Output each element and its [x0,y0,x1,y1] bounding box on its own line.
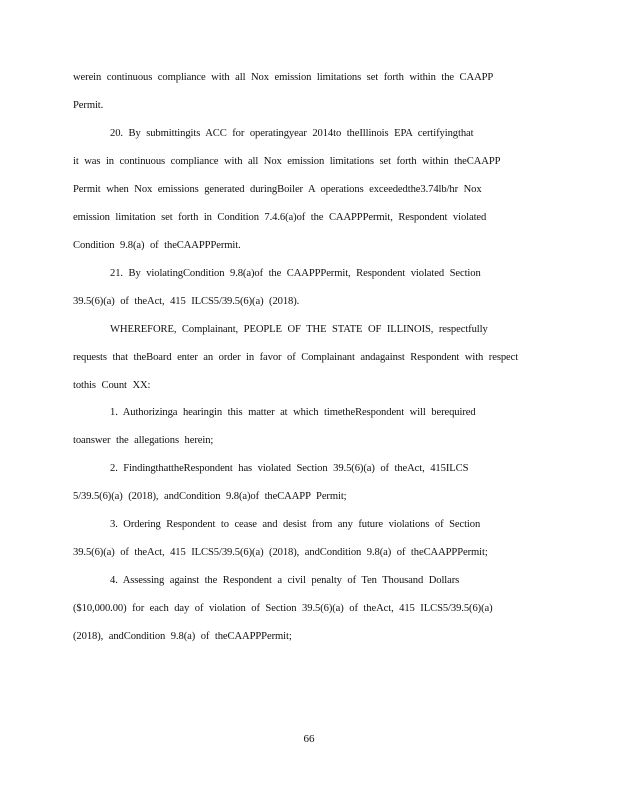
body-text-line: Permit. [73,100,104,111]
paragraph-20-line: emission limitation set forth in Condition 7.4.6(a)of the CAAPPPermit, Respondent violated [73,212,487,223]
relief-item-1-line: toanswer the allegations herein; [73,435,214,446]
relief-item-3-line: 3. Ordering Respondent to cease and desist from any future violations of Section [110,519,481,530]
relief-item-4-line: (2018), andCondition 9.8(a) of theCAAPPPermit; [73,631,292,642]
wherefore-line: tothis Count XX: [73,380,151,391]
paragraph-20-line: Permit when Nox emissions generated duringBoiler A operations exceededthe3.74lb/hr Nox [73,184,482,195]
relief-item-1-line: 1. Authorizinga hearingin this matter at which timetheRespondent will berequired [110,407,476,418]
relief-item-2-line: 2. FindingthattheRespondent has violated Section 39.5(6)(a) of theAct, 415ILCS [110,463,469,474]
paragraph-20-line: it was in continuous compliance with all Nox emission limitations set forth within theCAAPP [73,156,501,167]
page-number: 66 [303,733,315,745]
relief-item-4-line: 4. Assessing against the Respondent a civil penalty of Ten Thousand Dollars [110,575,460,586]
wherefore-line: requests that theBoard enter an order in favor of Complainant andagainst Respondent with respect [73,352,519,363]
body-text-line: werein continuous compliance with all Nox emission limitations set forth within the CAAPP [73,72,494,83]
wherefore-line: WHEREFORE, Complainant, PEOPLE OF THE STATE OF ILLINOIS, respectfully [110,324,488,335]
paragraph-21-line: 21. By violatingCondition 9.8(a)of the CAAPPPermit, Respondent violated Section [110,268,481,279]
relief-item-3-line: 39.5(6)(a) of theAct, 415 ILCS5/39.5(6)(a) (2018), andCondition 9.8(a) of theCAAPPPermit; [73,547,488,558]
paragraph-20-line: 20. By submittingits ACC for operatingyear 2014to theIllinois EPA certifyingthat [110,128,474,139]
paragraph-21-line: 39.5(6)(a) of theAct, 415 ILCS5/39.5(6)(a) (2018). [73,296,300,307]
relief-item-2-line: 5/39.5(6)(a) (2018), andCondition 9.8(a)of theCAAPP Permit; [73,491,347,502]
relief-item-4-line: ($10,000.00) for each day of violation of Section 39.5(6)(a) of theAct, 415 ILCS5/39.5(6)(a) [73,603,493,614]
paragraph-20-line: Condition 9.8(a) of theCAAPPPermit. [73,240,241,251]
